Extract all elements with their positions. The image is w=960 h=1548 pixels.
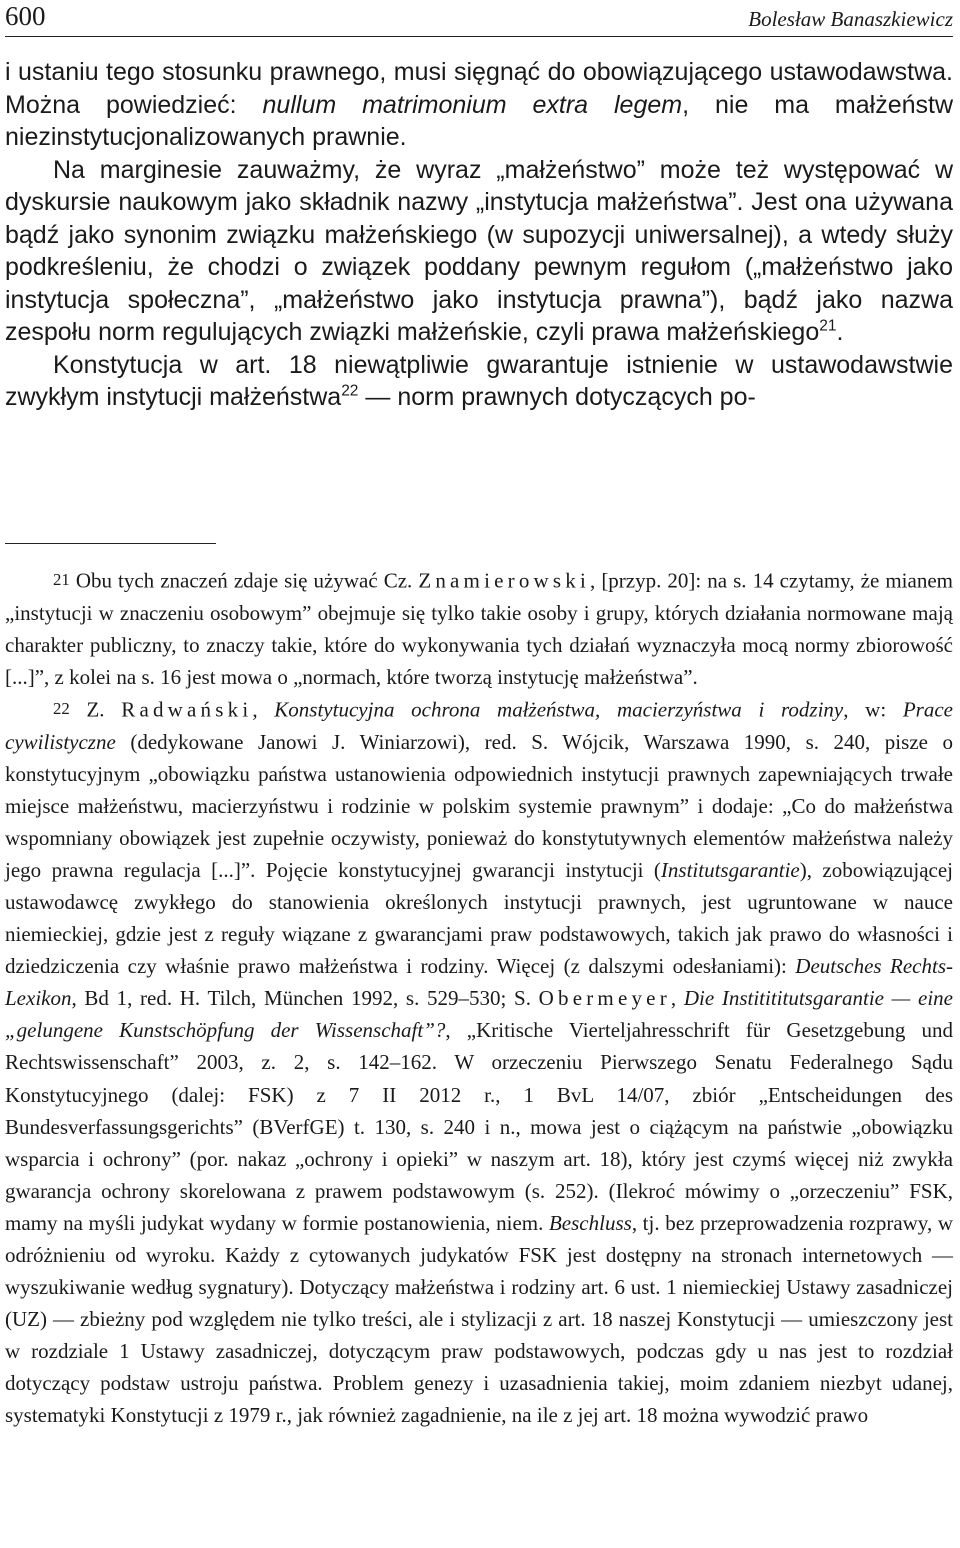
text-run: .: [836, 318, 844, 346]
footnote: [5, 564, 953, 693]
author-name: Obermeyer: [538, 986, 671, 1011]
running-header: [5, 0, 953, 37]
latin-phrase: nullum matrimonium extra legem: [262, 90, 683, 119]
work-title: Prace cywilistyczne: [5, 697, 953, 754]
text-run: — norm prawnych dotyczących po-: [358, 383, 756, 411]
footnote-reference[interactable]: 22: [341, 382, 359, 400]
german-term: Beschluss: [548, 1210, 632, 1235]
footnote-number: 21: [53, 570, 70, 589]
text-run: i ustaniu tego stosunku prawnego, musi sięgnąć do obowiązującego ustawodawstwa. Można powiedzieć:: [5, 58, 953, 119]
text-run: , tj. bez przeprowadzenia rozprawy, w odróżnieniu od wyroku. Każdy z cytowanych judykatów FSK jest dostępny na stronach internetowych — wyszukiwanie według sygnatury). Dotyczący małżeństwa i rodziny art. 6 ust. 1 niemieckiej Ustawy zasadniczej (UZ) — zbieżny pod względem nie tylko treści, ale i stylizacji z art. 18 naszej Konstytucji — umieszczony jest w rozdziale 1 Ustawy zasadniczej, dotyczącym praw podstawowych, podczas gdy u nas jest to rozdział dotyczący podstaw ustroju państwa. Problem genezy i uzasadnienia takiej, moim zdaniem niezbyt udanej, systematyki Konstytucji z 1979 r., jak również zagadnienie, na ile z jej art. 18 można wywodzić prawo: [5, 1210, 953, 1428]
footnotes: [5, 564, 953, 1432]
work-title: Deutsches Rechts-Lexikon: [5, 954, 953, 1011]
paragraph: [5, 349, 953, 414]
text-run: , [przyp. 20]: na s. 14 czytamy, że mianem „instytucji w znaczeniu osobowym” obejmuje się tylko takie osoby i grupy, których działania normowane mają charakter publiczny, to znaczy takie, które do wykonywania tych działań wyznaczyła mocą normy zbiorowość [...]”, z kolei na s. 16 jest mowa o „normach, które tworzą instytucję małżeństwa”.: [5, 568, 953, 689]
text-run: ,: [252, 697, 275, 722]
text-run: (dedykowane Janowi J. Winiarzowi), red. S. Wójcik, Warszawa 1990, s. 240, pisze o konstytucyjnym „obowiązku państwa ustanowienia odpowiednich instytucji prawnych zapewniających trwałe miejsce małżeństwu, macierzyństwu i rodzinie w polskim systemie prawnym” i dodaje: „Co do małżeństwa wspomniany obowiązek jest zupełnie oczywisty, ponieważ do konstytutywnych elementów małżeństwa należy jego prawna regulacja [...]”. Pojęcie konstytucyjnej gwarancji instytucji (: [5, 729, 953, 882]
text-run: , „Kritische Vierteljahresschrift für Gesetzgebung und Rechtswissenschaft” 2003, z. 2, s. 142–162. W orzeczeniu Pierwszego Senatu Federalnego Sądu Konstytucyjnego (dalej: FSK) z 7 II 2012 r., 1 BvL 14/07, zbiór „Entscheidungen des Bundesverfassungsgerichts” (BVerfGE) t. 130, s. 240 i n., mowa jest o ciążącym na państwie „obowiązku wsparcia i ochrony” (por. nakaz „ochrony i opieki” w naszym art. 18), który jest czymś więcej niż zwykła gwarancja ochrony skorelowana z prawem podstawowym (s. 252). (Ilekroć mówimy o „orzeczeniu” FSK, mamy na myśli judykat wydany w formie postanowienia, niem.: [5, 1018, 953, 1235]
paragraph: [5, 154, 953, 349]
text-run: ), zobowiązującej ustawodawcę zwykłego do stanowienia określonych instytucji prawnych, jest ugruntowane w nauce niemieckiej, gdzie jest z reguły wiązane z gwarancjami praw podstawowych, takich jak prawo do własności i dziedziczenia czy właśnie prawo małżeństwa i rodziny. Więcej (z dalszymi odesłaniami):: [5, 857, 953, 979]
text-run: , Bd 1, red. H. Tilch, München 1992, s. 529–530; S.: [71, 986, 539, 1011]
text-run: Na marginesie zauważmy, że wyraz „małżeństwo” może też występować w dyskursie naukowym jako składnik nazwy „instytucja małżeństwa”. Jest ona używana bądź jako synonim związku małżeńskiego (w supozycji uniwersalnej), a wtedy służy podkreśleniu, że chodzi o związek poddany pewnym regułom („małżeństwo jako instytucja społeczna”, „małżeństwo jako instytucja prawna”), bądź jako nazwa zespołu norm regulujących związki małżeńskie, czyli prawa małżeńskiego: [5, 155, 953, 346]
running-head-author: Bolesław Banaszkiewicz: [748, 7, 953, 31]
german-term: Institutsgarantie: [660, 857, 800, 882]
paragraph: [5, 56, 953, 154]
text-run: , nie ma małżeństw niezinstytucjonalizowanych prawnie.: [5, 90, 954, 151]
footnote-number: 22: [53, 698, 70, 718]
footnote-reference[interactable]: 21: [819, 317, 837, 335]
text-run: Obu tych znaczeń zdaje się używać Cz.: [69, 568, 419, 593]
text-run: Z.: [69, 697, 122, 722]
main-text: [5, 56, 953, 414]
page-number: 600: [5, 1, 46, 31]
author-name: Znamierowski: [418, 568, 591, 593]
text-run: ,: [670, 986, 684, 1011]
work-title: Die Institititutsgarantie — eine „gelungene Kunstschöpfung der Wissenschaft”?: [5, 986, 954, 1043]
text-run: Konstytucja w art. 18 niewątpliwie gwarantuje istnienie w ustawodawstwie zwykłym instytucji małżeństwa: [5, 350, 953, 411]
footnote: [5, 693, 953, 1432]
author-name: Radwański: [121, 697, 253, 722]
text-run: , w:: [843, 697, 903, 722]
footnote-separator: [5, 543, 216, 544]
work-title: Konstytucyjna ochrona małżeństwa, macierzyństwa i rodziny: [274, 697, 844, 722]
